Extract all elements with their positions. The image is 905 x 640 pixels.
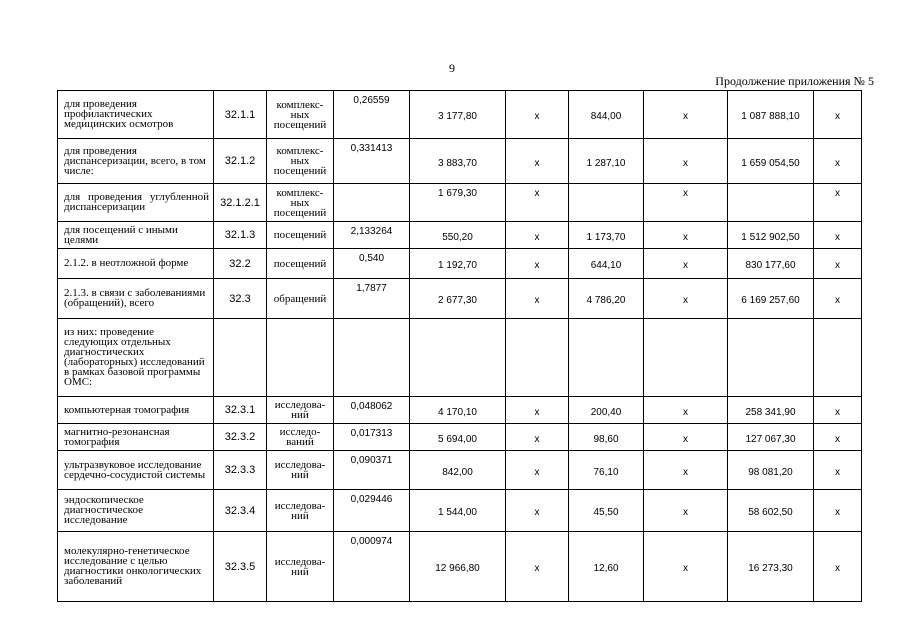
table-row	[58, 279, 862, 319]
row-value-cell-v4: 644,10	[569, 249, 644, 279]
table-row	[58, 490, 862, 532]
row-value-cell-v4: 12,60	[569, 532, 644, 602]
row-value-cell-v6: 98 081,20	[728, 451, 814, 490]
row-name-cell: для проведения углубленной диспансеризации	[58, 184, 214, 222]
row-value-cell-v7: х	[814, 222, 862, 249]
row-value-cell-v2: 12 966,80	[410, 532, 506, 602]
row-value-cell-v5	[644, 319, 728, 397]
row-value-cell-v2: 3 883,70	[410, 139, 506, 184]
row-unit-cell: комплекс-ных посещений	[267, 184, 334, 222]
row-value-cell-v3: х	[506, 490, 569, 532]
row-value-cell-v4: 4 786,20	[569, 279, 644, 319]
row-value-cell-v6: 1 659 054,50	[728, 139, 814, 184]
row-name-cell: для проведения диспансеризации, всего, в том числе:	[58, 139, 214, 184]
row-value-cell-v6	[728, 184, 814, 222]
row-value-cell-v3: х	[506, 451, 569, 490]
row-value-cell-v6: 6 169 257,60	[728, 279, 814, 319]
row-value-cell-v6: 127 067,30	[728, 424, 814, 451]
row-value-cell-v7: х	[814, 490, 862, 532]
row-unit-cell: исследова-ний	[267, 532, 334, 602]
row-value-cell-v4: 844,00	[569, 91, 644, 139]
row-value-cell-v1: 0,331413	[334, 139, 410, 184]
row-value-cell-v6	[728, 319, 814, 397]
row-value-cell-v1	[334, 319, 410, 397]
row-unit-cell: исследо-ваний	[267, 424, 334, 451]
row-value-cell-v1: 0,090371	[334, 451, 410, 490]
row-value-cell-v7: х	[814, 424, 862, 451]
table-row	[58, 139, 862, 184]
row-value-cell-v7: х	[814, 139, 862, 184]
row-value-cell-v1: 0,029446	[334, 490, 410, 532]
row-code-cell: 32.3.5	[214, 532, 267, 602]
row-value-cell-v2: 1 192,70	[410, 249, 506, 279]
row-value-cell-v5: х	[644, 279, 728, 319]
row-code-cell: 32.1.2	[214, 139, 267, 184]
row-value-cell-v2: 5 694,00	[410, 424, 506, 451]
row-value-cell-v1	[334, 184, 410, 222]
row-value-cell-v1: 0,017313	[334, 424, 410, 451]
row-value-cell-v4	[569, 184, 644, 222]
row-code-cell: 32.2	[214, 249, 267, 279]
row-value-cell-v6: 1 512 902,50	[728, 222, 814, 249]
row-value-cell-v6: 16 273,30	[728, 532, 814, 602]
row-value-cell-v2: 1 679,30	[410, 184, 506, 222]
row-value-cell-v7: х	[814, 397, 862, 424]
row-value-cell-v3: х	[506, 279, 569, 319]
row-value-cell-v5: х	[644, 222, 728, 249]
row-code-cell: 32.3.1	[214, 397, 267, 424]
row-name-cell: молекулярно-генетическое исследование с целью диагностики онкологических заболеваний	[58, 532, 214, 602]
row-value-cell-v1: 0,048062	[334, 397, 410, 424]
table-row	[58, 184, 862, 222]
row-value-cell-v2: 4 170,10	[410, 397, 506, 424]
row-value-cell-v3	[506, 319, 569, 397]
row-name-cell: для посещений с иными целями	[58, 222, 214, 249]
row-value-cell-v6: 830 177,60	[728, 249, 814, 279]
table-row	[58, 451, 862, 490]
row-value-cell-v3: х	[506, 532, 569, 602]
row-value-cell-v1: 0,26559	[334, 91, 410, 139]
row-name-cell: для проведения профилактических медицинских осмотров	[58, 91, 214, 139]
row-value-cell-v3: х	[506, 249, 569, 279]
table-row	[58, 397, 862, 424]
row-value-cell-v3: х	[506, 424, 569, 451]
row-unit-cell: посещений	[267, 249, 334, 279]
row-value-cell-v2	[410, 319, 506, 397]
row-name-cell: магнитно-резонансная томография	[58, 424, 214, 451]
row-name-cell: из них: проведение следующих отдельных диагностических (лабораторных) исследований в рамках базовой программы ОМС:	[58, 319, 214, 397]
row-value-cell-v3: х	[506, 184, 569, 222]
row-code-cell: 32.1.2.1	[214, 184, 267, 222]
row-value-cell-v4: 76,10	[569, 451, 644, 490]
table-row	[58, 222, 862, 249]
row-unit-cell: комплекс-ных посещений	[267, 91, 334, 139]
table-row	[58, 424, 862, 451]
table-row	[58, 532, 862, 602]
row-value-cell-v5: х	[644, 451, 728, 490]
row-code-cell	[214, 319, 267, 397]
page-number: 9	[449, 61, 455, 75]
row-code-cell: 32.3.3	[214, 451, 267, 490]
row-value-cell-v4: 200,40	[569, 397, 644, 424]
row-value-cell-v4: 98,60	[569, 424, 644, 451]
row-value-cell-v7: х	[814, 279, 862, 319]
row-code-cell: 32.3.2	[214, 424, 267, 451]
row-value-cell-v4: 45,50	[569, 490, 644, 532]
row-value-cell-v5: х	[644, 424, 728, 451]
row-value-cell-v5: х	[644, 184, 728, 222]
row-value-cell-v5: х	[644, 249, 728, 279]
row-name-cell: эндоскопическое диагностическое исследование	[58, 490, 214, 532]
row-code-cell: 32.3	[214, 279, 267, 319]
row-value-cell-v7	[814, 319, 862, 397]
row-value-cell-v7: х	[814, 249, 862, 279]
row-value-cell-v1: 0,000974	[334, 532, 410, 602]
row-value-cell-v1: 2,133264	[334, 222, 410, 249]
row-value-cell-v1: 1,7877	[334, 279, 410, 319]
row-value-cell-v4: 1 173,70	[569, 222, 644, 249]
row-value-cell-v2: 842,00	[410, 451, 506, 490]
row-value-cell-v7: х	[814, 184, 862, 222]
table-row	[58, 249, 862, 279]
row-value-cell-v6: 58 602,50	[728, 490, 814, 532]
row-value-cell-v5: х	[644, 91, 728, 139]
row-value-cell-v5: х	[644, 139, 728, 184]
row-value-cell-v6: 258 341,90	[728, 397, 814, 424]
row-unit-cell: обращений	[267, 279, 334, 319]
row-unit-cell	[267, 319, 334, 397]
row-value-cell-v3: х	[506, 139, 569, 184]
row-value-cell-v7: х	[814, 91, 862, 139]
row-unit-cell: исследова-ний	[267, 397, 334, 424]
row-unit-cell: комплекс-ных посещений	[267, 139, 334, 184]
continuation-label: Продолжение приложения № 5	[715, 74, 874, 88]
row-unit-cell: посещений	[267, 222, 334, 249]
row-code-cell: 32.1.1	[214, 91, 267, 139]
row-value-cell-v2: 1 544,00	[410, 490, 506, 532]
row-value-cell-v5: х	[644, 490, 728, 532]
row-code-cell: 32.1.3	[214, 222, 267, 249]
row-value-cell-v2: 550,20	[410, 222, 506, 249]
row-name-cell: 2.1.3. в связи с заболеваниями (обращений), всего	[58, 279, 214, 319]
table-row	[58, 91, 862, 139]
row-unit-cell: исследова-ний	[267, 451, 334, 490]
table-row	[58, 319, 862, 397]
row-value-cell-v5: х	[644, 532, 728, 602]
row-value-cell-v4	[569, 319, 644, 397]
row-code-cell: 32.3.4	[214, 490, 267, 532]
row-value-cell-v4: 1 287,10	[569, 139, 644, 184]
row-value-cell-v2: 3 177,80	[410, 91, 506, 139]
row-unit-cell: исследова-ний	[267, 490, 334, 532]
row-value-cell-v7: х	[814, 532, 862, 602]
row-value-cell-v3: х	[506, 397, 569, 424]
row-value-cell-v7: х	[814, 451, 862, 490]
row-name-cell: компьютерная томография	[58, 397, 214, 424]
row-name-cell: 2.1.2. в неотложной форме	[58, 249, 214, 279]
row-value-cell-v3: х	[506, 222, 569, 249]
row-value-cell-v6: 1 087 888,10	[728, 91, 814, 139]
data-table	[57, 90, 862, 602]
row-value-cell-v3: х	[506, 91, 569, 139]
row-value-cell-v1: 0,540	[334, 249, 410, 279]
row-value-cell-v2: 2 677,30	[410, 279, 506, 319]
row-value-cell-v5: х	[644, 397, 728, 424]
row-name-cell: ультразвуковое исследование сердечно-сосудистой системы	[58, 451, 214, 490]
